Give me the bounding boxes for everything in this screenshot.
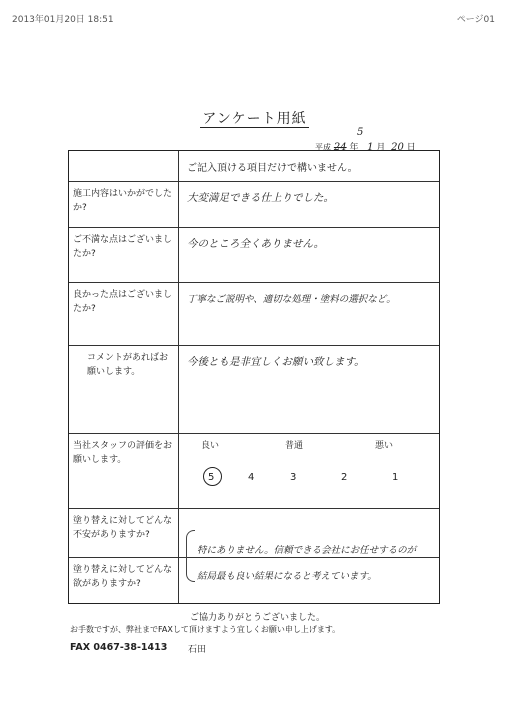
rating-cell	[179, 434, 439, 508]
rating-option[interactable]: 1	[392, 472, 399, 483]
rating-label-normal: 普通	[285, 441, 304, 451]
rating-row	[69, 433, 439, 508]
intro-blank-cell	[69, 151, 179, 181]
table-row	[69, 345, 439, 433]
table-row	[69, 282, 439, 345]
date-month: 1	[367, 142, 374, 153]
question-label: ご不満な点はございましたか?	[69, 228, 179, 282]
rating-label-bad: 悪い	[375, 441, 394, 451]
answer-text: 丁寧なご説明や、適切な処理・塗料の選択など。	[187, 294, 396, 305]
answer-cell	[179, 182, 439, 227]
answer-bracket	[186, 530, 195, 582]
print-timestamp: 2013年01月20日 18:51	[12, 15, 114, 25]
anxiety-answer: 特にありません。信頼できる会社にお任せするのが	[197, 545, 417, 556]
rating-option[interactable]: 3	[290, 472, 297, 483]
date-day: 20	[391, 142, 404, 153]
table-row	[69, 181, 439, 227]
date-month-suffix: 月	[376, 143, 386, 153]
answer-text: 今後とも是非宜しくお願い致します。	[187, 356, 365, 368]
thanks-text: ご協力ありがとうございました。	[190, 613, 326, 623]
question-label: 良かった点はございましたか?	[69, 283, 179, 345]
date-day-suffix: 日	[406, 143, 416, 153]
answer-cell	[179, 346, 439, 433]
rating-option[interactable]: 5	[208, 472, 215, 483]
request-note: お手数ですが、弊社までFAXして頂けますよう宜しくお願い申し上げます。	[70, 625, 341, 634]
question-label: 塗り替えに対してどんな欲がありますか?	[69, 558, 179, 603]
survey-table	[68, 150, 440, 604]
table-row	[69, 227, 439, 282]
page-number: ページ01	[456, 15, 495, 25]
date-era: 平成	[315, 143, 331, 152]
date-year-suffix: 年	[349, 143, 359, 153]
rating-option[interactable]: 4	[248, 472, 255, 483]
page-title-text: アンケート用紙	[202, 111, 307, 127]
fax-number: FAX 0467-38-1413	[70, 642, 168, 653]
rating-label-good: 良い	[201, 441, 220, 451]
question-label: 施工内容はいかがでしたか?	[69, 182, 179, 227]
intro-cell	[179, 151, 439, 181]
answer-text: 今のところ全くありません。	[187, 238, 325, 250]
date-year: 24	[333, 142, 347, 153]
page-title	[0, 108, 509, 128]
answer-cell	[179, 283, 439, 345]
date-year-correction: 5	[357, 127, 364, 138]
question-label: 塗り替えに対してどんな不安がありますか?	[69, 509, 179, 557]
intro-row	[69, 151, 439, 181]
answer-text: 大変満足できる仕上りでした。	[187, 192, 334, 204]
rating-option[interactable]: 2	[341, 472, 348, 483]
intro-text: ご記入頂ける項目だけで構いません。	[187, 163, 358, 174]
question-label: 当社スタッフの評価をお願いします。	[69, 434, 179, 508]
staff-name: 石田	[188, 645, 207, 655]
desire-answer: 結局最も良い結果になると考えています。	[197, 571, 377, 582]
question-label: コメントがあればお願いします。	[69, 346, 179, 433]
answer-cell	[179, 228, 439, 282]
